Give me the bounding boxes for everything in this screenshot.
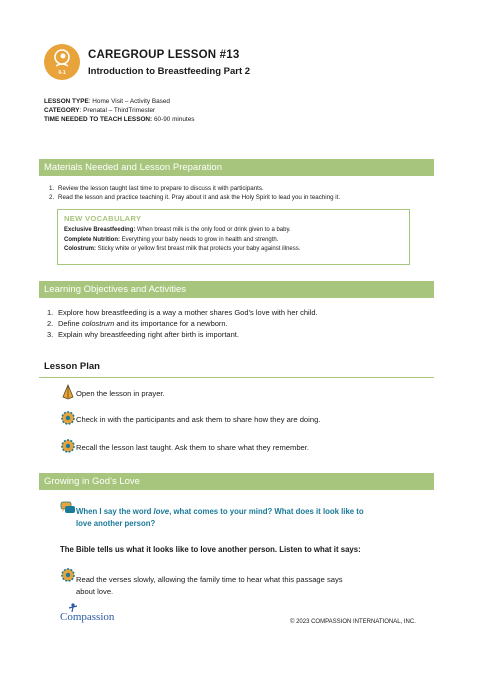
gear-icon — [60, 438, 76, 454]
divider — [39, 377, 434, 378]
lesson-number: CAREGROUP LESSON #13 — [88, 49, 240, 61]
growing-heading: Growing in God’s Love — [39, 473, 434, 490]
caregroup-logo — [44, 44, 80, 80]
lesson-title: Introduction to Breastfeeding Part 2 — [88, 66, 251, 77]
verse-instruction-continued: about love. — [76, 587, 114, 596]
objectives-list — [44, 307, 318, 340]
list-item: 2. Read the lesson and practice teaching it. Pray about it and ask the Holy Spirit to lead you in teaching it. — [49, 194, 341, 201]
lesson-meta — [44, 98, 194, 124]
lesson-category: CATEGORY: Prenatal – ThirdTrimester — [44, 106, 156, 114]
materials-heading: Materials Needed and Lesson Preparation — [39, 159, 434, 176]
objectives-heading: Learning Objectives and Activities — [39, 281, 434, 298]
lesson-step: Recall the lesson last taught. Ask them to share what they remember. — [60, 438, 440, 454]
discussion-icon — [60, 500, 76, 516]
lesson-time: TIME NEEDED TO TEACH LESSON: 60-90 minutes — [44, 115, 195, 123]
vocabulary-term: Exclusive Breastfeeding: When breast milk is the only food or drink given to a baby. — [64, 227, 291, 233]
discussion-question-continued: love another person? — [76, 519, 156, 528]
lesson-step: Check in with the participants and ask them to share how they are doing. — [60, 410, 440, 426]
lesson-step: Open the lesson in prayer. — [60, 384, 440, 400]
materials-list — [44, 184, 340, 202]
vocabulary-heading: NEW VOCABULARY — [64, 214, 142, 223]
bible-intro: The Bible tells us what it looks like to love another person. Listen to what it says: — [60, 545, 361, 554]
list-item: 3. Explain why breastfeeding right after birth is important. — [47, 330, 239, 339]
verse-instruction: Read the verses slowly, allowing the family time to hear what this passage says — [76, 575, 343, 584]
vocabulary-term: Complete Nutrition: Everything your baby needs to grow in health and strength. — [64, 236, 279, 243]
copyright: © 2023 COMPASSION INTERNATIONAL, INC. — [290, 619, 416, 625]
lesson-type: LESSON TYPE: Home Visit – Activity Based — [44, 98, 170, 105]
lesson-header — [44, 44, 444, 84]
logo-age-label: 0-1 — [58, 70, 66, 76]
list-item: 1. Review the lesson taught last time to prepare to discuss it with participants. — [49, 185, 264, 192]
vocabulary-term: Colostrum: Sticky white or yellow first breast milk that protects your baby against illness. — [64, 246, 301, 253]
gear-icon — [60, 410, 76, 426]
vocabulary-box — [57, 209, 410, 265]
list-item: 1. Explore how breastfeeding is a way a mother shares God’s love with her child. — [47, 308, 318, 317]
list-item: 2. Define colostrum and its importance for a newborn. — [47, 319, 228, 328]
discussion-question: When I say the word love, what comes to your mind? What does it look like to — [76, 507, 364, 516]
lesson-plan-heading: Lesson Plan — [44, 361, 100, 372]
compassion-brand: Compassion — [60, 611, 115, 623]
compassion-logo — [60, 603, 130, 627]
praying-hands-icon — [60, 384, 76, 400]
gear-icon — [60, 567, 76, 583]
